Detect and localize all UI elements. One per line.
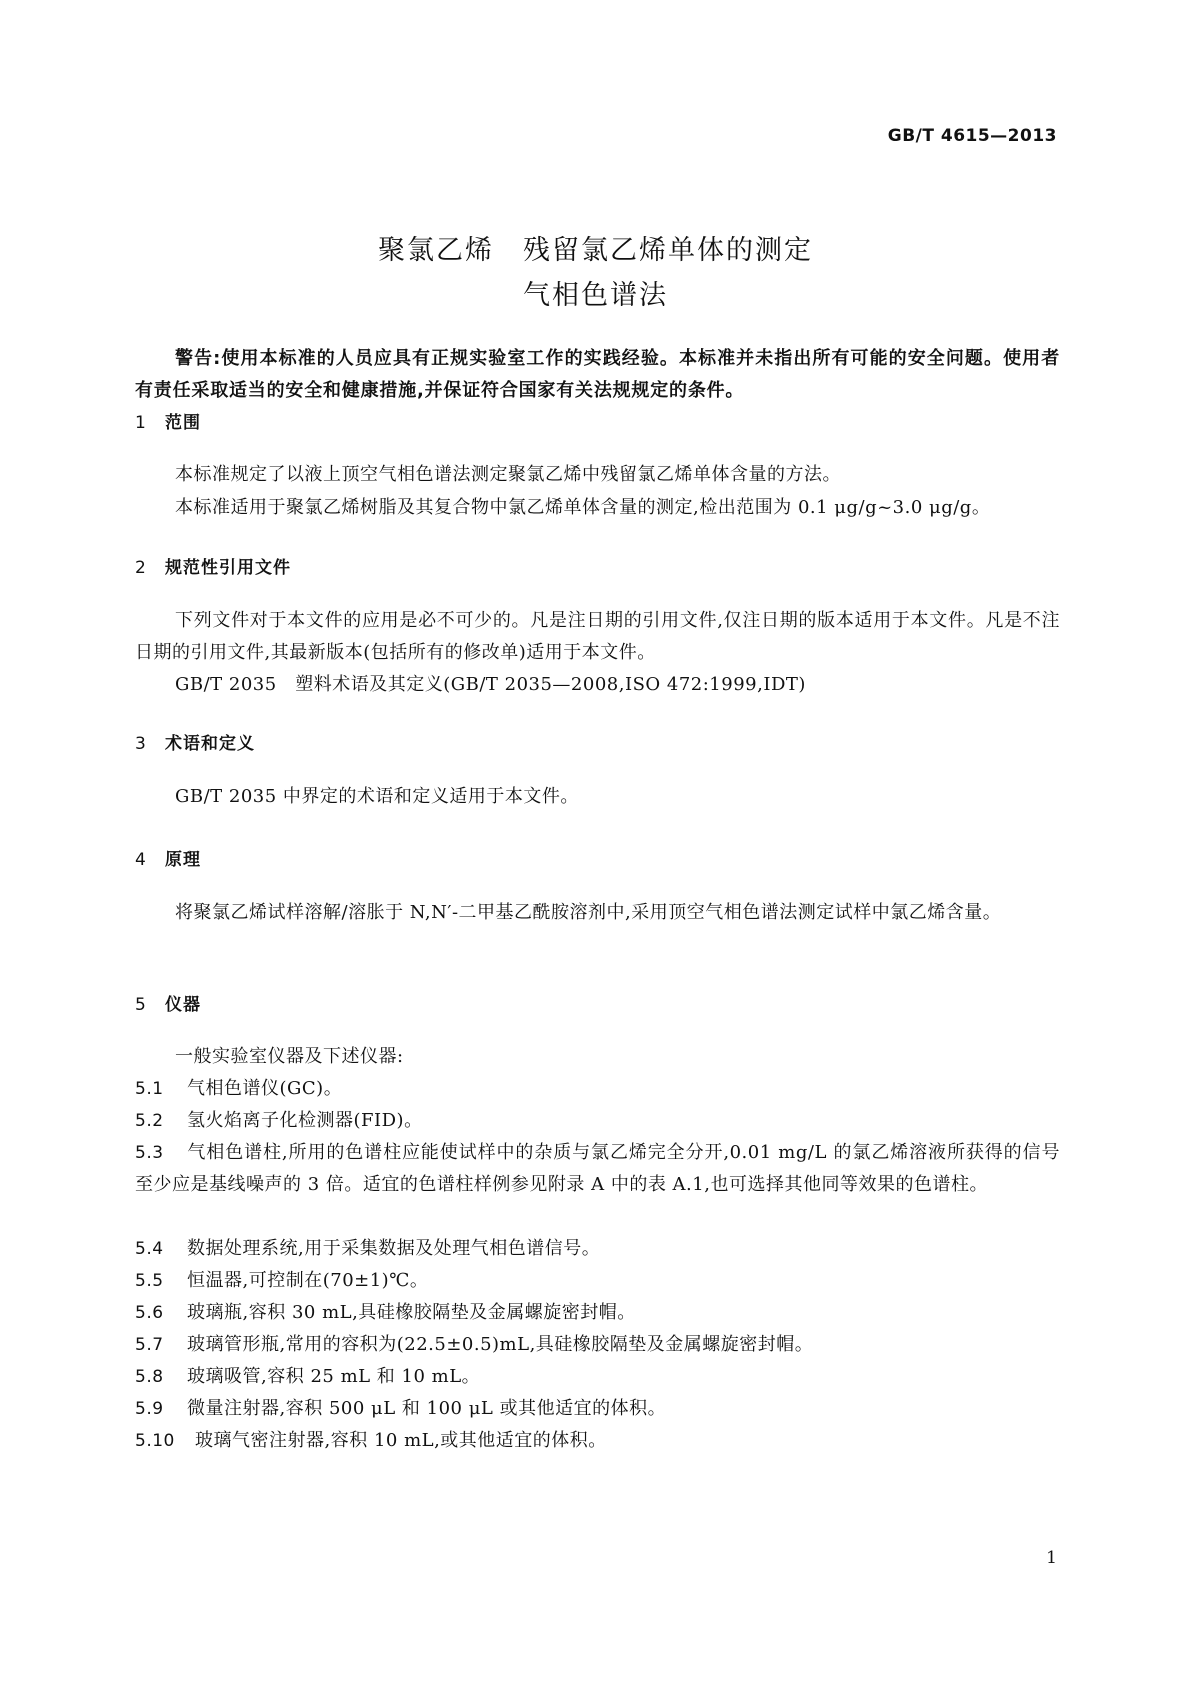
section-title: 术语和定义	[165, 734, 255, 754]
section-number: 2	[135, 558, 147, 578]
list-item	[135, 1233, 1060, 1265]
list-item	[135, 1073, 1060, 1105]
section-3-paragraph-1: GB/T 2035 中界定的术语和定义适用于本文件。	[175, 786, 579, 807]
item-text: 数据处理系统,用于采集数据及处理气相色谱信号。	[187, 1238, 601, 1259]
list-item	[135, 1361, 1060, 1393]
section-number: 1	[135, 413, 147, 433]
list-item	[135, 1393, 1060, 1425]
item-number: 5.10	[135, 1431, 175, 1451]
item-text: 微量注射器,容积 500 μL 和 100 μL 或其他适宜的体积。	[187, 1398, 667, 1419]
section-2-reference: GB/T 2035 塑料术语及其定义(GB/T 2035—2008,ISO 472:1999,IDT)	[175, 674, 806, 695]
list-item	[135, 1265, 1060, 1297]
list-item	[135, 1137, 1060, 1201]
item-text: 气相色谱柱,所用的色谱柱应能使试样中的杂质与氯乙烯完全分开,0.01 mg/L 的氯乙烯溶液所获得的信号至少应是基线噪声的 3 倍。适宜的色谱柱样例参见附录 A 中的表 A.1,也可选择其他同等效果的色谱柱。	[135, 1142, 1060, 1195]
item-text: 恒温器,可控制在(70±1)℃。	[187, 1270, 429, 1291]
item-number: 5.7	[135, 1335, 164, 1355]
item-text: 玻璃管形瓶,常用的容积为(22.5±0.5)mL,具硅橡胶隔垫及金属螺旋密封帽。	[187, 1334, 814, 1355]
list-item	[135, 1297, 1060, 1329]
section-1-paragraph-2: 本标准适用于聚氯乙烯树脂及其复合物中氯乙烯单体含量的测定,检出范围为 0.1 μg/g~3.0 μg/g。	[175, 497, 991, 518]
item-number: 5.6	[135, 1303, 164, 1323]
section-number: 5	[135, 995, 147, 1015]
item-text: 玻璃瓶,容积 30 mL,具硅橡胶隔垫及金属螺旋密封帽。	[187, 1302, 636, 1323]
section-5-heading	[135, 990, 201, 1015]
section-number: 4	[135, 850, 147, 870]
item-number: 5.9	[135, 1399, 164, 1419]
section-title: 规范性引用文件	[165, 558, 291, 578]
section-5-intro: 一般实验室仪器及下述仪器:	[175, 1046, 404, 1067]
item-number: 5.4	[135, 1239, 164, 1259]
item-number: 5.8	[135, 1367, 164, 1387]
title-line-2: 气相色谱法	[523, 280, 668, 311]
section-title: 仪器	[165, 995, 201, 1015]
section-4-paragraph-1: 将聚氯乙烯试样溶解/溶胀于 N,N′-二甲基乙酰胺溶剂中,采用顶空气相色谱法测定试样中氯乙烯含量。	[175, 902, 1002, 923]
section-2-paragraph-1: 下列文件对于本文件的应用是必不可少的。凡是注日期的引用文件,仅注日期的版本适用于本文件。凡是不注日期的引用文件,其最新版本(包括所有的修改单)适用于本文件。	[135, 610, 1060, 663]
section-title: 范围	[165, 413, 201, 433]
section-2-heading	[135, 553, 291, 578]
section-1-paragraph-1: 本标准规定了以液上顶空气相色谱法测定聚氯乙烯中残留氯乙烯单体含量的方法。	[175, 464, 841, 485]
title-line-1: 聚氯乙烯 残留氯乙烯单体的测定	[378, 235, 813, 266]
item-text: 气相色谱仪(GC)。	[187, 1078, 343, 1099]
item-text: 氢火焰离子化检测器(FID)。	[187, 1110, 423, 1131]
item-number: 5.1	[135, 1079, 164, 1099]
section-3-heading	[135, 729, 255, 754]
item-number: 5.2	[135, 1111, 164, 1131]
list-item	[135, 1329, 1060, 1361]
list-item	[135, 1425, 1060, 1457]
item-number: 5.3	[135, 1143, 164, 1163]
section-1-heading	[135, 408, 201, 433]
list-item	[135, 1105, 1060, 1137]
page-number: 1	[1046, 1548, 1057, 1568]
section-number: 3	[135, 734, 147, 754]
item-text: 玻璃吸管,容积 25 mL 和 10 mL。	[187, 1366, 481, 1387]
section-title: 原理	[165, 850, 201, 870]
standard-code: GB/T 4615—2013	[887, 126, 1057, 146]
section-4-heading	[135, 845, 201, 870]
warning-paragraph: 警告:使用本标准的人员应具有正规实验室工作的实践经验。本标准并未指出所有可能的安全问题。使用者有责任采取适当的安全和健康措施,并保证符合国家有关法规规定的条件。	[135, 348, 1060, 401]
item-number: 5.5	[135, 1271, 164, 1291]
item-text: 玻璃气密注射器,容积 10 mL,或其他适宜的体积。	[195, 1430, 607, 1451]
